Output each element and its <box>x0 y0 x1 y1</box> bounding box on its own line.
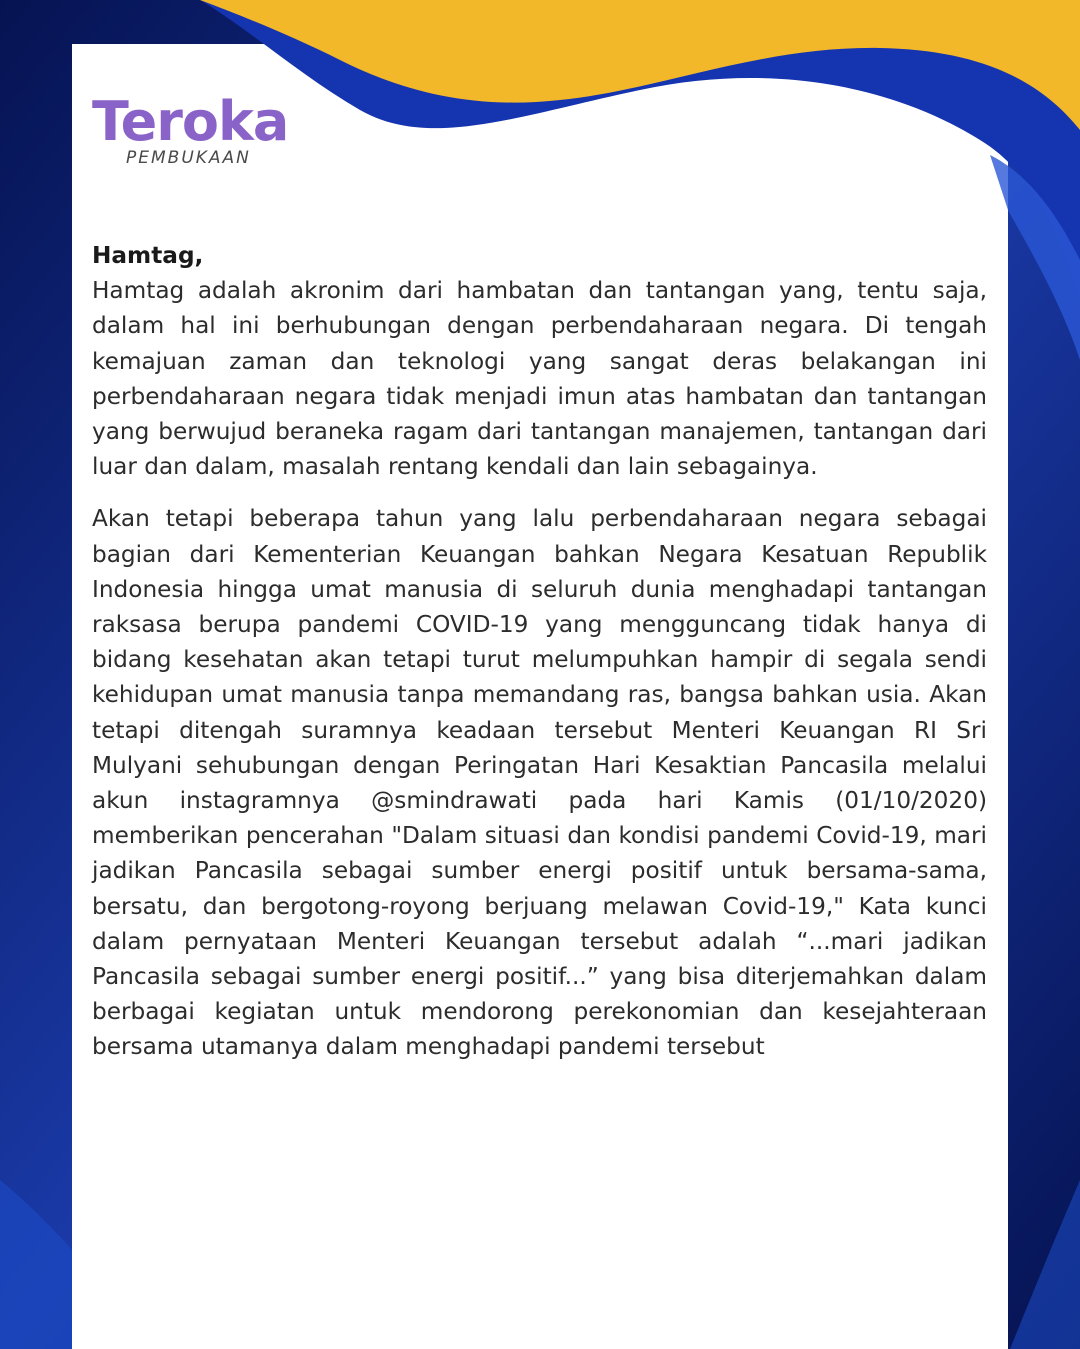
brand-logo <box>92 92 352 168</box>
article-body <box>92 238 987 1065</box>
brand-subtitle: PEMBUKAAN <box>126 148 251 168</box>
brand-title: Teroka <box>92 90 289 153</box>
article-paragraph-2: Akan tetapi beberapa tahun yang lalu perbendaharaan negara sebagai bagian dari Kementerian Keuangan bahkan Negara Kesatuan Republik Indonesia hingga umat manusia di seluruh dunia menghadapi tantangan raksasa berupa pandemi COVID-19 yang mengguncang tidak hanya di bidang kesehatan akan tetapi turut melumpuhkan hampir di segala sendi kehidupan umat manusia tanpa memandang ras, bangsa bahkan usia. Akan tetapi ditengah suramnya keadaan tersebut Menteri Keuangan RI Sri Mulyani sehubungan dengan Peringatan Hari Kesaktian Pancasila melalui akun instagramnya @smindrawati pada hari Kamis (01/10/2020) memberikan pencerahan "Dalam situasi dan kondisi pandemi Covid-19, mari jadikan Pancasila sebagai sumber energi positif untuk bersama-sama, bersatu, dan bergotong-royong berjuang melawan Covid-19," Kata kunci dalam pernyataan Menteri Keuangan tersebut adalah “...mari jadikan Pancasila sebagai sumber energi positif...” yang bisa diterjemahkan dalam berbagai kegiatan untuk mendorong perekonomian dan kesejahteraan bersama utamanya dalam menghadapi pandemi tersebut <box>92 505 987 1061</box>
article-heading: Hamtag, <box>92 242 204 269</box>
article-paragraph-1: Hamtag adalah akronim dari hambatan dan tantangan yang, tentu saja, dalam hal ini berhubungan dengan perbendaharaan negara. Di tengah kemajuan zaman dan teknologi yang sangat deras belakangan ini perbendaharaan negara tidak menjadi imun atas hambatan dan tantangan yang berwujud beraneka ragam dari tantangan manajemen, tantangan dari luar dan dalam, masalah rentang kendali dan lain sebagainya. <box>92 277 987 481</box>
